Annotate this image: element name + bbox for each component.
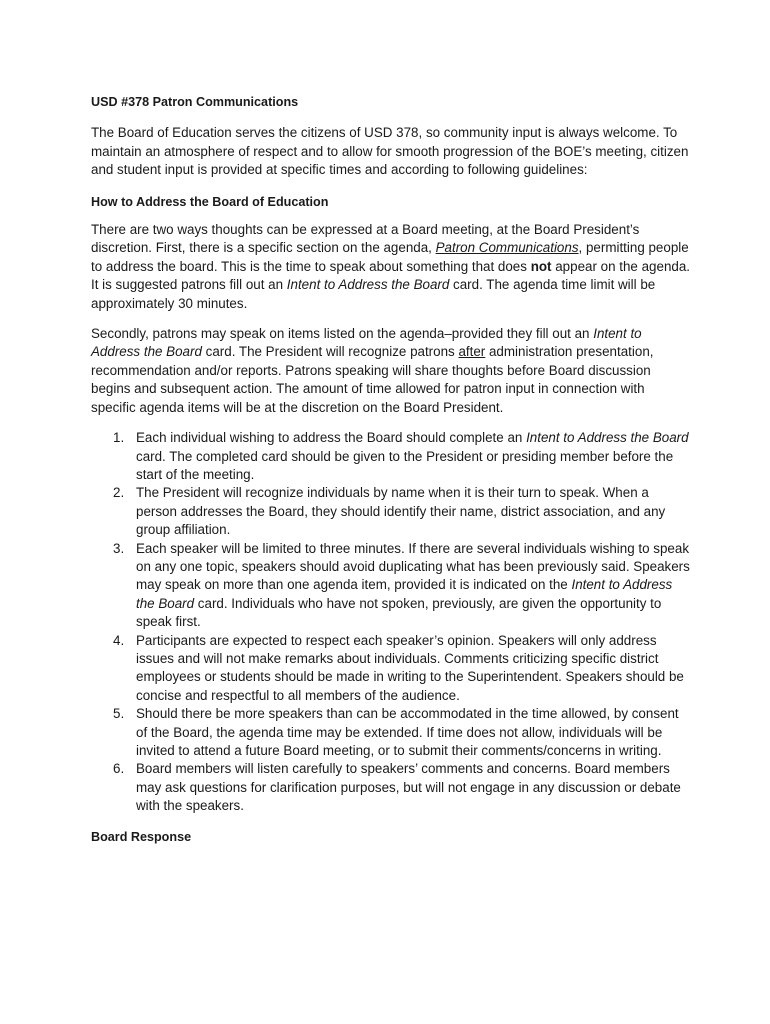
paragraph-first-way xyxy=(91,221,691,313)
document-title: USD #378 Patron Communications xyxy=(91,95,299,109)
list-item-text: The President will recognize individuals by name when it is their turn to speak. When a person addresses the Board, they should identify their name, district association, and any group affiliation. xyxy=(136,485,666,538)
list-item xyxy=(91,484,691,539)
paragraph-second-way xyxy=(91,325,691,417)
para1-card-name: Intent to Address the Board xyxy=(286,277,450,293)
para1-text-4: card. The agenda time limit will be approximately 30 minutes. xyxy=(91,277,656,311)
list-item xyxy=(91,632,691,706)
para2-text-1: Secondly, patrons may speak on items listed on the agenda–provided they fill out an xyxy=(91,326,594,342)
list-item-number: 4. xyxy=(113,632,125,648)
list-item-number: 3. xyxy=(113,540,125,556)
para1-bold-not: not xyxy=(530,258,552,274)
list-item xyxy=(91,540,691,632)
para1-text-2: , permitting people to address the board. This is the time to speak about something that does xyxy=(91,240,689,274)
list-item-card-name: Intent to Address the Board xyxy=(526,430,689,446)
list-item-text: Should there be more speakers than can be accommodated in the time allowed, by consent of the Board, the agenda time may be extended. If time does not allow, individuals will be invited to attend a future Board meeting, or to submit their comments/concerns in writing. xyxy=(136,706,679,758)
document-body xyxy=(91,93,691,846)
section-heading: How to Address the Board of Education xyxy=(91,194,329,209)
list-item-text: Each speaker will be limited to three minutes. If there are several individuals wishing to speak on any one topic, speakers should avoid duplicating what has been previously said. Speakers may speak on more than one agenda item, provided it is indicated on the xyxy=(136,540,690,593)
list-item-number: 1. xyxy=(113,430,125,446)
list-item xyxy=(91,760,691,815)
patron-communications-link[interactable]: Patron Communications xyxy=(435,240,579,256)
list-item xyxy=(91,429,691,484)
list-item-number: 6. xyxy=(113,761,125,777)
list-item-number: 2. xyxy=(113,485,125,501)
list-item xyxy=(91,705,691,760)
list-item-text-2: card. The completed card should be given to the President or presiding member before the start of the meeting. xyxy=(136,448,674,482)
para1-text-1: There are two ways thoughts can be expressed at a Board meeting, at the Board President’s discretion. First, there is a specific section on the agenda, xyxy=(91,222,640,256)
board-response-heading: Board Response xyxy=(91,829,192,844)
para2-text-3: administration presentation, recommendation and/or reports. Patrons speaking will share thoughts before Board discussion begins and subsequent action. The amount of time allowed for patron input in connection with specific agenda items will be at the discretion on the Board President. xyxy=(91,344,654,415)
list-item-text-2: card. Individuals who have not spoken, previously, are given the opportunity to speak first. xyxy=(136,595,662,630)
intro-paragraph: The Board of Education serves the citizens of USD 378, so community input is always welcome. To maintain an atmosphere of respect and to allow for smooth progression of the BOE’s meeting, citizen and student input is provided at specific times and according to following guidelines: xyxy=(91,125,689,178)
para1-text-3: appear on the agenda. It is suggested patrons fill out an xyxy=(91,258,691,293)
guidelines-list xyxy=(91,429,691,816)
list-item-text: Board members will listen carefully to speakers’ comments and concerns. Board members may ask questions for clarification purposes, but will not engage in any discussion or debate with the speakers. xyxy=(136,761,681,814)
list-item-number: 5. xyxy=(113,706,125,722)
para2-text-2: card. The President will recognize patrons xyxy=(201,344,459,360)
para2-card-name: Intent to Address the Board xyxy=(91,326,642,360)
para2-underline-after: after xyxy=(458,344,486,360)
list-item-text: Participants are expected to respect each speaker’s opinion. Speakers will only address issues and will not make remarks about individuals. Comments criticizing specific district employees or students should be made in writing to the Superintendent. Speakers should be concise and respectful to all members of the audience. xyxy=(136,632,684,703)
list-item-card-name: Intent to Address the Board xyxy=(136,577,673,611)
list-item-text: Each individual wishing to address the Board should complete an xyxy=(136,430,527,446)
